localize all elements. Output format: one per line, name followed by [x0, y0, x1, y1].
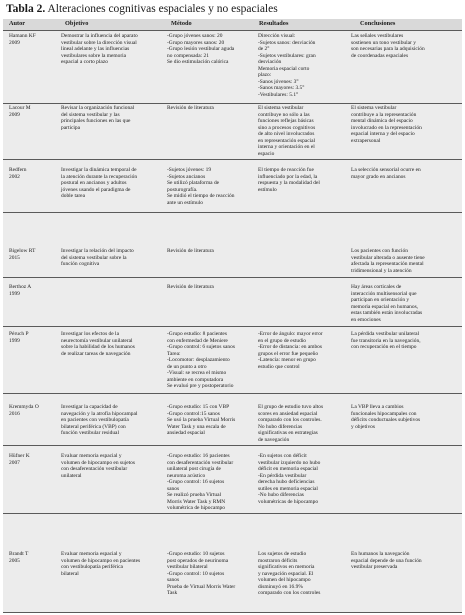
row-divider [3, 513, 462, 514]
cell-autor: Kremmyda O 2016 [9, 404, 39, 417]
cell-conclusiones: La selección sensorial ocurre en mayor grado en ancianos [351, 167, 421, 180]
cell-metodo: -Grupo estudio: 10 sujetos post operados de neurinoma vestibular bilateral -Grupo control: 10 sujetos sanos Prueba de Virtual Morris Water Task [167, 551, 236, 597]
row-divider [3, 445, 462, 446]
cell-resultados: -En sujetos con déficit vestibular izquierdo no hubo déficit en memoria espacial -En pérdida vestibular derecha hubo deficiencias sutiles en memoria espacial -No hubo diferencias volumétricas de hipocampo [258, 453, 321, 505]
cell-objetivo: Investigar la dinámica temporal de la atención durante la recuperación postural en ancianos y adultos jóvenes usando el paradigma de doble tarea [61, 167, 138, 200]
row-divider [3, 393, 462, 394]
cell-objetivo: Evaluar memoria espacial y volumen de hipocampo en sujetos con desaferentación vestibular unilateral [61, 453, 135, 479]
row-divider [3, 277, 462, 278]
cell-autor: Redfern 2002 [9, 167, 27, 180]
cell-autor: Hüfner K 2007 [9, 453, 30, 466]
cell-metodo: -Grupo estudio: 16 pacientes con desaferentación vestibular unilateral post cirugía de neuroma acústico -Grupo control: 16 sujetos sanos Se realizó prueba Virtual Morris Water Task y RMN volumétrica de hipocampo [167, 453, 234, 512]
cell-resultados: El grupo de estudio tuvo altos scores en ansiedad espacial comparado con los controles. No hubo diferencias significativas en estrategias de navegación [258, 404, 324, 443]
cell-resultados: Dirección visual: -Sujetos sanos: desviación de 2° -Sujetos vestibulares: gran desviación Memoria espacial corto plazo: -Sanos jóvenes: 3° -Sanos mayores: 3.5° -Vestibulares: 5.1° [258, 33, 316, 98]
cell-conclusiones: Los pacientes con función vestibular alterada o ausente tiene afectada la representación mental tridimensional y la atención [351, 248, 425, 274]
cell-conclusiones: Hay áreas corticales de interacción multisensorial que participan en orientación y memoria espacial en humanos, estas también están involucradas en emociones [351, 284, 423, 323]
cell-autor: Lacour M 2009 [9, 105, 31, 118]
cell-objetivo: Investigar la capacidad de navegación y la atrofia hipocampal en pacientes con vestibulopatía bilateral periférica (VBP) con función vestibular residual [61, 404, 138, 437]
data-table [3, 19, 462, 613]
cell-metodo: -Sujetos jóvenes: 19 -Sujetos ancianos Se utilizó plataforma de posturografía. Se midió el tiempo de reacción ante un estímulo [167, 167, 235, 206]
column-header-metodo: Método [171, 20, 192, 27]
cell-resultados: Los sujetos de estudio mostraron déficits significativos en memoria y navegación espacial. El volumen del hipocampo disminuyó en 16.9% comparado con los controles [258, 551, 321, 597]
cell-resultados: El sistema vestibular contribuye no sólo a las funciones reflejas básicas sino a procesos cognitivos de alto nivel involucrados en representación espacial interna y orientación en el espacio [258, 105, 316, 157]
table-title-prefix: Tabla 2. [6, 3, 46, 15]
row-divider [3, 212, 462, 213]
table-header [3, 19, 462, 30]
cell-autor: Péruch P 1999 [9, 331, 29, 344]
table-bottom-border [3, 612, 462, 613]
row-divider [3, 159, 462, 160]
cell-autor: Brandt T 2005 [9, 551, 29, 564]
cell-autor: Bigelow RT 2015 [9, 248, 36, 261]
row-divider [3, 326, 462, 327]
cell-metodo: -Grupo estudio: 15 con VBP -Grupo control:15 sanos Se usó la prueba Virtual Morris Water Task y una escala de ansiedad espacial [167, 404, 236, 437]
cell-metodo: -Grupo jóvenes sanos: 20 -Grupo mayores sanos: 20 -Grupo lesión vestibular aguda no compensada: 21 Se dio estimulación calórica [167, 33, 235, 66]
column-header-conclusiones: Conclusiones [360, 20, 396, 27]
cell-conclusiones: La pérdida vestibular unilateral fue transitoria en la navegación, con recuperación en el tiempo [351, 331, 421, 351]
cell-autor: Berthoz A 1999 [9, 284, 32, 297]
column-header-objetivo: Objetivo [65, 20, 89, 27]
cell-conclusiones: El sistema vestibular contribuye a la representación mental dinámica del espacio involucrado en la representación espacial interna y del espacio extrapersonal [351, 105, 422, 144]
cell-objetivo: Revisar la organización funcional del sistema vestibular y las principales funciones en las que participa [61, 105, 135, 131]
cell-resultados: El tiempo de reacción fue influenciado por la edad, la respuesta y la modalidad del estímulo [258, 167, 320, 193]
cell-conclusiones: La VBP lleva a cambios funcionales hipocampales con déficits conductuales subjetivos y objetivos [351, 404, 421, 430]
row-divider [3, 103, 462, 104]
cell-objetivo: Demostrar la influencia del aparato vestibular sobre la dirección visual lineal adelante y las influencias vestibulares sobre la memoria espacial a corto plazo [61, 33, 138, 66]
column-header-autor: Autor [9, 20, 26, 27]
cell-objetivo: Investigar la relación del impacto del sistema vestibular sobre la función cognitiva [61, 248, 134, 268]
column-header-resultados: Resultados [259, 20, 289, 27]
cell-objetivo: Evaluar memoria espacial y volumen de hipocampo en pacientes con vestibulopatía periférica bilateral [61, 551, 141, 577]
cell-conclusiones: En humanos la navegación espacial depende de una función vestibular preservada [351, 551, 422, 571]
cell-autor: Hamann KF 2009 [9, 33, 36, 46]
cell-resultados: -Error de ángulo: mayor error en el grupo de estudio -Error de distancia: en ambos grupos el error fue pequeño -Latencia: menor en grupo estudio que control [258, 331, 323, 370]
header-divider [3, 30, 462, 31]
cell-metodo: Revisión de literatura [167, 284, 214, 290]
cell-conclusiones: Las señales vestibulares sostienen un tono vestibular y son necesarias para la adquisición de coordenadas espaciales [351, 33, 425, 59]
cell-metodo: Revisión de literatura [167, 248, 214, 254]
cell-metodo: Revisión de literatura [167, 105, 214, 111]
cell-metodo: -Grupo estudio: 8 pacientes con enfermedad de Meniere -Grupo control: 6 sujetos sanos Tarea: -Locomotor: desplazamiento de un punto a otro -Visual: se recrea el mismo ambiente en computadora Se evaluó pre y postoperatorio [167, 331, 235, 390]
cell-objetivo: Investigar los efectos de la neurectomía vestibular unilateral sobre la habilidad de los humanos de realizar tareas de navegación [61, 331, 135, 357]
table-title-text: Alteraciones cognitivas espaciales y no espaciales [47, 3, 278, 15]
table-title [6, 3, 278, 15]
